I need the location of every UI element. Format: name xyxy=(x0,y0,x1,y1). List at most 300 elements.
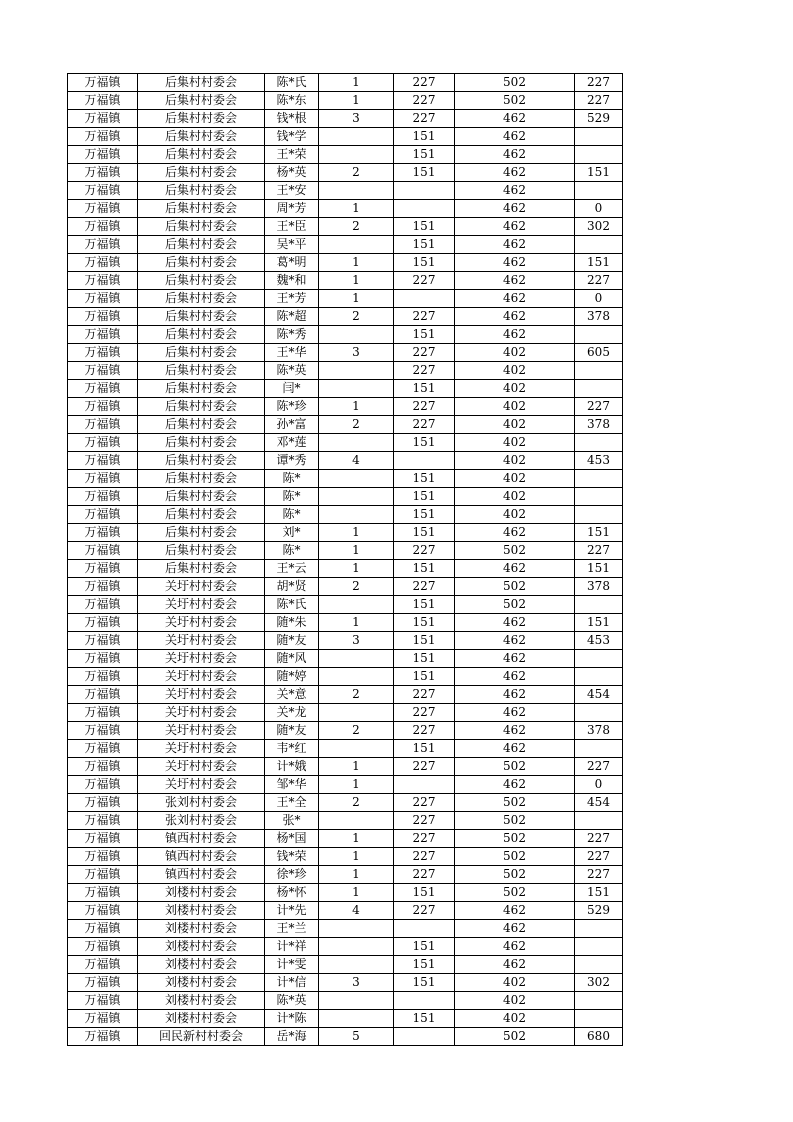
town-cell: 万福镇 xyxy=(68,452,138,470)
count-cell: 1 xyxy=(319,848,394,866)
amount-a-cell: 151 xyxy=(394,974,455,992)
amount-a-cell: 227 xyxy=(394,686,455,704)
village-committee-cell: 后集村村委会 xyxy=(138,200,265,218)
amount-b-cell: 462 xyxy=(455,164,575,182)
name-cell: 闫* xyxy=(265,380,319,398)
table-row xyxy=(68,1028,623,1046)
town-cell: 万福镇 xyxy=(68,146,138,164)
amount-b-cell: 462 xyxy=(455,290,575,308)
amount-b-cell: 402 xyxy=(455,434,575,452)
table-row xyxy=(68,488,623,506)
name-cell: 陈*珍 xyxy=(265,398,319,416)
count-cell: 1 xyxy=(319,830,394,848)
amount-b-cell: 462 xyxy=(455,614,575,632)
amount-b-cell: 502 xyxy=(455,92,575,110)
name-cell: 计*陈 xyxy=(265,1010,319,1028)
amount-a-cell: 151 xyxy=(394,254,455,272)
town-cell: 万福镇 xyxy=(68,362,138,380)
table-row xyxy=(68,812,623,830)
town-cell: 万福镇 xyxy=(68,884,138,902)
village-committee-cell: 后集村村委会 xyxy=(138,254,265,272)
table-row xyxy=(68,686,623,704)
count-cell: 5 xyxy=(319,1028,394,1046)
village-committee-cell: 镇西村村委会 xyxy=(138,830,265,848)
table-row xyxy=(68,506,623,524)
count-cell: 3 xyxy=(319,344,394,362)
amount-b-cell: 462 xyxy=(455,956,575,974)
table-row xyxy=(68,470,623,488)
amount-b-cell: 462 xyxy=(455,668,575,686)
amount-a-cell: 227 xyxy=(394,794,455,812)
amount-a-cell: 151 xyxy=(394,326,455,344)
town-cell: 万福镇 xyxy=(68,218,138,236)
total-cell xyxy=(575,146,623,164)
town-cell: 万福镇 xyxy=(68,488,138,506)
table-row xyxy=(68,992,623,1010)
count-cell xyxy=(319,596,394,614)
amount-a-cell: 227 xyxy=(394,416,455,434)
count-cell: 1 xyxy=(319,560,394,578)
village-committee-cell: 后集村村委会 xyxy=(138,506,265,524)
amount-b-cell: 462 xyxy=(455,722,575,740)
table-row xyxy=(68,416,623,434)
amount-a-cell: 227 xyxy=(394,272,455,290)
town-cell: 万福镇 xyxy=(68,866,138,884)
amount-b-cell: 462 xyxy=(455,182,575,200)
village-committee-cell: 后集村村委会 xyxy=(138,110,265,128)
total-cell: 302 xyxy=(575,218,623,236)
town-cell: 万福镇 xyxy=(68,1028,138,1046)
amount-b-cell: 462 xyxy=(455,632,575,650)
table-body xyxy=(68,74,623,1046)
name-cell: 陈* xyxy=(265,488,319,506)
amount-a-cell: 151 xyxy=(394,632,455,650)
table-row xyxy=(68,830,623,848)
amount-b-cell: 502 xyxy=(455,884,575,902)
count-cell xyxy=(319,506,394,524)
count-cell: 4 xyxy=(319,452,394,470)
total-cell: 227 xyxy=(575,74,623,92)
count-cell: 2 xyxy=(319,794,394,812)
town-cell: 万福镇 xyxy=(68,848,138,866)
amount-b-cell: 462 xyxy=(455,740,575,758)
amount-a-cell: 151 xyxy=(394,596,455,614)
name-cell: 陈*英 xyxy=(265,362,319,380)
amount-a-cell: 151 xyxy=(394,128,455,146)
count-cell xyxy=(319,470,394,488)
amount-a-cell xyxy=(394,992,455,1010)
village-committee-cell: 后集村村委会 xyxy=(138,434,265,452)
village-committee-cell: 后集村村委会 xyxy=(138,164,265,182)
amount-b-cell: 462 xyxy=(455,920,575,938)
count-cell: 1 xyxy=(319,74,394,92)
table-row xyxy=(68,596,623,614)
amount-a-cell: 151 xyxy=(394,380,455,398)
amount-a-cell xyxy=(394,776,455,794)
table-row xyxy=(68,974,623,992)
amount-a-cell: 151 xyxy=(394,650,455,668)
amount-a-cell: 227 xyxy=(394,866,455,884)
table-row xyxy=(68,110,623,128)
name-cell: 胡*贤 xyxy=(265,578,319,596)
amount-b-cell: 402 xyxy=(455,416,575,434)
name-cell: 王*荣 xyxy=(265,146,319,164)
town-cell: 万福镇 xyxy=(68,632,138,650)
village-committee-cell: 关圩村村委会 xyxy=(138,650,265,668)
village-committee-cell: 张刘村村委会 xyxy=(138,812,265,830)
amount-b-cell: 502 xyxy=(455,812,575,830)
amount-b-cell: 402 xyxy=(455,398,575,416)
total-cell: 227 xyxy=(575,272,623,290)
name-cell: 邓*莲 xyxy=(265,434,319,452)
village-committee-cell: 后集村村委会 xyxy=(138,416,265,434)
table-row xyxy=(68,920,623,938)
town-cell: 万福镇 xyxy=(68,974,138,992)
table-row xyxy=(68,848,623,866)
name-cell: 王*芳 xyxy=(265,290,319,308)
count-cell: 2 xyxy=(319,578,394,596)
table-row xyxy=(68,560,623,578)
total-cell: 453 xyxy=(575,452,623,470)
town-cell: 万福镇 xyxy=(68,722,138,740)
count-cell: 1 xyxy=(319,92,394,110)
village-committee-cell: 关圩村村委会 xyxy=(138,740,265,758)
amount-a-cell: 151 xyxy=(394,956,455,974)
table-row xyxy=(68,362,623,380)
count-cell: 2 xyxy=(319,218,394,236)
amount-b-cell: 502 xyxy=(455,758,575,776)
town-cell: 万福镇 xyxy=(68,434,138,452)
amount-a-cell: 151 xyxy=(394,434,455,452)
name-cell: 钱*荣 xyxy=(265,848,319,866)
amount-b-cell: 402 xyxy=(455,452,575,470)
amount-b-cell: 402 xyxy=(455,344,575,362)
village-committee-cell: 后集村村委会 xyxy=(138,128,265,146)
amount-a-cell: 151 xyxy=(394,164,455,182)
count-cell xyxy=(319,1010,394,1028)
count-cell xyxy=(319,380,394,398)
amount-a-cell: 227 xyxy=(394,74,455,92)
amount-a-cell: 151 xyxy=(394,1010,455,1028)
town-cell: 万福镇 xyxy=(68,416,138,434)
total-cell: 227 xyxy=(575,398,623,416)
amount-b-cell: 402 xyxy=(455,974,575,992)
amount-a-cell: 227 xyxy=(394,902,455,920)
table-row xyxy=(68,398,623,416)
amount-b-cell: 462 xyxy=(455,902,575,920)
amount-b-cell: 462 xyxy=(455,200,575,218)
table-row xyxy=(68,182,623,200)
town-cell: 万福镇 xyxy=(68,308,138,326)
count-cell xyxy=(319,182,394,200)
amount-a-cell: 151 xyxy=(394,884,455,902)
town-cell: 万福镇 xyxy=(68,326,138,344)
amount-b-cell: 502 xyxy=(455,866,575,884)
amount-b-cell: 502 xyxy=(455,596,575,614)
name-cell: 张* xyxy=(265,812,319,830)
village-committee-cell: 刘楼村村委会 xyxy=(138,884,265,902)
table-row xyxy=(68,290,623,308)
town-cell: 万福镇 xyxy=(68,254,138,272)
town-cell: 万福镇 xyxy=(68,236,138,254)
town-cell: 万福镇 xyxy=(68,110,138,128)
amount-a-cell: 227 xyxy=(394,704,455,722)
village-committee-cell: 镇西村村委会 xyxy=(138,866,265,884)
name-cell: 葛*明 xyxy=(265,254,319,272)
name-cell: 孙*富 xyxy=(265,416,319,434)
village-committee-cell: 刘楼村村委会 xyxy=(138,920,265,938)
village-committee-cell: 张刘村村委会 xyxy=(138,794,265,812)
amount-a-cell xyxy=(394,290,455,308)
amount-b-cell: 462 xyxy=(455,560,575,578)
table-row xyxy=(68,866,623,884)
count-cell: 2 xyxy=(319,722,394,740)
total-cell xyxy=(575,596,623,614)
name-cell: 随*朱 xyxy=(265,614,319,632)
amount-b-cell: 462 xyxy=(455,218,575,236)
total-cell: 680 xyxy=(575,1028,623,1046)
town-cell: 万福镇 xyxy=(68,344,138,362)
amount-b-cell: 462 xyxy=(455,686,575,704)
town-cell: 万福镇 xyxy=(68,128,138,146)
name-cell: 陈*氏 xyxy=(265,596,319,614)
amount-a-cell: 151 xyxy=(394,488,455,506)
total-cell: 151 xyxy=(575,254,623,272)
table-row xyxy=(68,650,623,668)
table-row xyxy=(68,632,623,650)
village-committee-cell: 后集村村委会 xyxy=(138,362,265,380)
name-cell: 杨*怀 xyxy=(265,884,319,902)
town-cell: 万福镇 xyxy=(68,542,138,560)
amount-b-cell: 402 xyxy=(455,1010,575,1028)
count-cell xyxy=(319,740,394,758)
town-cell: 万福镇 xyxy=(68,272,138,290)
count-cell: 2 xyxy=(319,686,394,704)
amount-a-cell: 227 xyxy=(394,848,455,866)
table-row xyxy=(68,740,623,758)
name-cell: 陈* xyxy=(265,506,319,524)
total-cell xyxy=(575,434,623,452)
amount-b-cell: 462 xyxy=(455,146,575,164)
village-committee-cell: 后集村村委会 xyxy=(138,308,265,326)
town-cell: 万福镇 xyxy=(68,560,138,578)
village-committee-cell: 关圩村村委会 xyxy=(138,578,265,596)
table-row xyxy=(68,74,623,92)
town-cell: 万福镇 xyxy=(68,776,138,794)
amount-b-cell: 402 xyxy=(455,506,575,524)
amount-a-cell: 151 xyxy=(394,668,455,686)
name-cell: 周*芳 xyxy=(265,200,319,218)
village-committee-cell: 关圩村村委会 xyxy=(138,704,265,722)
name-cell: 王*华 xyxy=(265,344,319,362)
name-cell: 王*安 xyxy=(265,182,319,200)
village-committee-cell: 关圩村村委会 xyxy=(138,686,265,704)
name-cell: 刘* xyxy=(265,524,319,542)
total-cell xyxy=(575,704,623,722)
town-cell: 万福镇 xyxy=(68,794,138,812)
village-committee-cell: 关圩村村委会 xyxy=(138,596,265,614)
amount-a-cell: 227 xyxy=(394,542,455,560)
total-cell xyxy=(575,1010,623,1028)
town-cell: 万福镇 xyxy=(68,830,138,848)
village-committee-cell: 刘楼村村委会 xyxy=(138,938,265,956)
name-cell: 谭*秀 xyxy=(265,452,319,470)
amount-a-cell xyxy=(394,200,455,218)
name-cell: 魏*和 xyxy=(265,272,319,290)
amount-a-cell: 151 xyxy=(394,146,455,164)
town-cell: 万福镇 xyxy=(68,398,138,416)
amount-b-cell: 502 xyxy=(455,1028,575,1046)
table-row xyxy=(68,938,623,956)
count-cell: 1 xyxy=(319,776,394,794)
name-cell: 陈*英 xyxy=(265,992,319,1010)
name-cell: 钱*根 xyxy=(265,110,319,128)
count-cell xyxy=(319,128,394,146)
town-cell: 万福镇 xyxy=(68,740,138,758)
count-cell xyxy=(319,488,394,506)
total-cell: 227 xyxy=(575,92,623,110)
amount-b-cell: 462 xyxy=(455,524,575,542)
total-cell xyxy=(575,938,623,956)
amount-a-cell: 151 xyxy=(394,470,455,488)
table-row xyxy=(68,704,623,722)
total-cell: 151 xyxy=(575,614,623,632)
town-cell: 万福镇 xyxy=(68,938,138,956)
village-committee-cell: 后集村村委会 xyxy=(138,398,265,416)
count-cell xyxy=(319,938,394,956)
village-committee-cell: 关圩村村委会 xyxy=(138,632,265,650)
village-committee-cell: 后集村村委会 xyxy=(138,92,265,110)
amount-b-cell: 402 xyxy=(455,362,575,380)
total-cell xyxy=(575,470,623,488)
table-row xyxy=(68,758,623,776)
town-cell: 万福镇 xyxy=(68,524,138,542)
village-committee-cell: 关圩村村委会 xyxy=(138,722,265,740)
table-row xyxy=(68,92,623,110)
amount-b-cell: 402 xyxy=(455,992,575,1010)
table-row xyxy=(68,434,623,452)
total-cell: 0 xyxy=(575,776,623,794)
total-cell: 529 xyxy=(575,110,623,128)
name-cell: 计*雯 xyxy=(265,956,319,974)
name-cell: 陈*秀 xyxy=(265,326,319,344)
table-row xyxy=(68,146,623,164)
town-cell: 万福镇 xyxy=(68,992,138,1010)
amount-b-cell: 402 xyxy=(455,380,575,398)
name-cell: 陈*氏 xyxy=(265,74,319,92)
village-committee-cell: 后集村村委会 xyxy=(138,452,265,470)
town-cell: 万福镇 xyxy=(68,1010,138,1028)
count-cell: 1 xyxy=(319,884,394,902)
count-cell: 1 xyxy=(319,254,394,272)
amount-b-cell: 462 xyxy=(455,128,575,146)
name-cell: 王*云 xyxy=(265,560,319,578)
name-cell: 钱*学 xyxy=(265,128,319,146)
table-row xyxy=(68,380,623,398)
total-cell: 227 xyxy=(575,866,623,884)
name-cell: 吴*平 xyxy=(265,236,319,254)
total-cell xyxy=(575,668,623,686)
count-cell xyxy=(319,362,394,380)
amount-b-cell: 462 xyxy=(455,308,575,326)
count-cell xyxy=(319,326,394,344)
table-row xyxy=(68,200,623,218)
town-cell: 万福镇 xyxy=(68,596,138,614)
total-cell: 302 xyxy=(575,974,623,992)
name-cell: 计*信 xyxy=(265,974,319,992)
table-row xyxy=(68,254,623,272)
total-cell: 378 xyxy=(575,578,623,596)
total-cell xyxy=(575,812,623,830)
total-cell: 0 xyxy=(575,200,623,218)
total-cell: 151 xyxy=(575,524,623,542)
table-row xyxy=(68,164,623,182)
town-cell: 万福镇 xyxy=(68,74,138,92)
amount-a-cell: 151 xyxy=(394,236,455,254)
amount-a-cell: 227 xyxy=(394,722,455,740)
name-cell: 王*臣 xyxy=(265,218,319,236)
name-cell: 计*先 xyxy=(265,902,319,920)
count-cell xyxy=(319,146,394,164)
name-cell: 岳*海 xyxy=(265,1028,319,1046)
amount-b-cell: 402 xyxy=(455,470,575,488)
total-cell: 151 xyxy=(575,884,623,902)
total-cell xyxy=(575,992,623,1010)
table-row xyxy=(68,272,623,290)
town-cell: 万福镇 xyxy=(68,380,138,398)
village-committee-cell: 后集村村委会 xyxy=(138,470,265,488)
name-cell: 徐*珍 xyxy=(265,866,319,884)
name-cell: 关*意 xyxy=(265,686,319,704)
village-committee-cell: 刘楼村村委会 xyxy=(138,992,265,1010)
count-cell: 3 xyxy=(319,632,394,650)
amount-b-cell: 502 xyxy=(455,542,575,560)
amount-a-cell: 227 xyxy=(394,830,455,848)
table-row xyxy=(68,578,623,596)
village-committee-cell: 后集村村委会 xyxy=(138,488,265,506)
village-committee-cell: 镇西村村委会 xyxy=(138,848,265,866)
count-cell xyxy=(319,668,394,686)
village-committee-cell: 关圩村村委会 xyxy=(138,614,265,632)
name-cell: 邹*华 xyxy=(265,776,319,794)
town-cell: 万福镇 xyxy=(68,956,138,974)
town-cell: 万福镇 xyxy=(68,920,138,938)
amount-b-cell: 462 xyxy=(455,254,575,272)
count-cell: 2 xyxy=(319,416,394,434)
total-cell: 227 xyxy=(575,830,623,848)
amount-a-cell xyxy=(394,920,455,938)
name-cell: 计*祥 xyxy=(265,938,319,956)
total-cell xyxy=(575,182,623,200)
amount-b-cell: 462 xyxy=(455,272,575,290)
town-cell: 万福镇 xyxy=(68,668,138,686)
table-row xyxy=(68,326,623,344)
town-cell: 万福镇 xyxy=(68,578,138,596)
table-row xyxy=(68,452,623,470)
total-cell xyxy=(575,362,623,380)
name-cell: 王*全 xyxy=(265,794,319,812)
table-row xyxy=(68,956,623,974)
amount-a-cell: 227 xyxy=(394,812,455,830)
village-committee-cell: 关圩村村委会 xyxy=(138,668,265,686)
table-row xyxy=(68,542,623,560)
amount-a-cell: 151 xyxy=(394,218,455,236)
village-committee-cell: 后集村村委会 xyxy=(138,290,265,308)
village-committee-cell: 后集村村委会 xyxy=(138,182,265,200)
name-cell: 随*风 xyxy=(265,650,319,668)
count-cell: 2 xyxy=(319,164,394,182)
count-cell xyxy=(319,992,394,1010)
